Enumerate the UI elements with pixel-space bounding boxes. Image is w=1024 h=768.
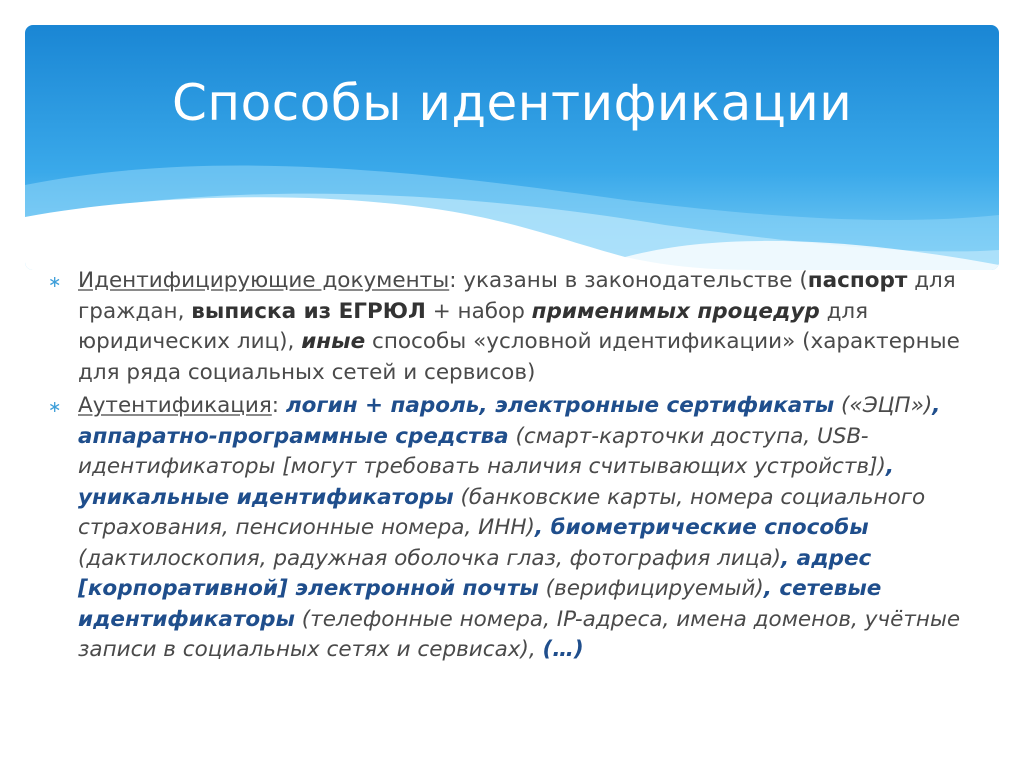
title-banner-background [25, 25, 999, 270]
text-segment: («ЭЦП») [834, 393, 933, 418]
bullet-list [48, 266, 988, 669]
slide-title: Способы идентификации [172, 74, 853, 132]
text-segment: (телефонные номера, IP-адреса, имена доменов, учётные записи в социальных сетях и сервисах), [78, 606, 961, 662]
bullet-item-documents [48, 266, 988, 388]
term-other: иные [301, 329, 366, 354]
bullet-item-authentication [48, 391, 988, 666]
text-segment: для юридических лиц), [78, 298, 869, 354]
term-passport: паспорт [807, 268, 908, 293]
term-email-address: , адрес [корпоративной] электронной почты [78, 545, 872, 601]
text-segment: : указаны в законодательстве ( [449, 268, 808, 293]
text-segment: (смарт-карточки доступа, USB-идентификаторы [могут требовать наличия считывающих устройств]) [78, 423, 886, 479]
bullet-asterisk-icon: ∗ [48, 397, 62, 416]
term-egrul-extract: выписка из ЕГРЮЛ [191, 298, 426, 324]
text-segment: (дактилоскопия, радужная оболочка глаз, фотография лица) [78, 545, 782, 571]
text-segment: способы «условной идентификации» (характерные для ряда социальных сетей и сервисов) [78, 329, 960, 385]
term-identifying-documents: Идентифицирующие документы [78, 268, 450, 293]
bullet-asterisk-icon: ∗ [48, 272, 62, 291]
text-segment: для граждан, [78, 268, 956, 324]
term-biometric: , биометрические способы [534, 515, 869, 540]
term-network-identifiers: , сетевые идентификаторы [78, 576, 882, 632]
title-banner [25, 25, 999, 270]
text-segment: : [271, 393, 286, 418]
term-hardware-software: , аппаратно-программные средства [78, 393, 941, 449]
text-segment: + набор [425, 298, 532, 324]
text-segment: (банковские карты, номера социального страхования, пенсионные номера, ИНН) [78, 484, 926, 540]
text-segment: (верифицируемый) [538, 576, 764, 601]
term-login-password: логин + пароль, электронные сертификаты [285, 393, 835, 418]
term-ellipsis: (…) [542, 637, 584, 662]
term-unique-identifiers: , уникальные идентификаторы [78, 454, 895, 510]
term-applicable-procedures: применимых процедур [531, 298, 820, 324]
term-authentication: Аутентификация [78, 393, 272, 418]
